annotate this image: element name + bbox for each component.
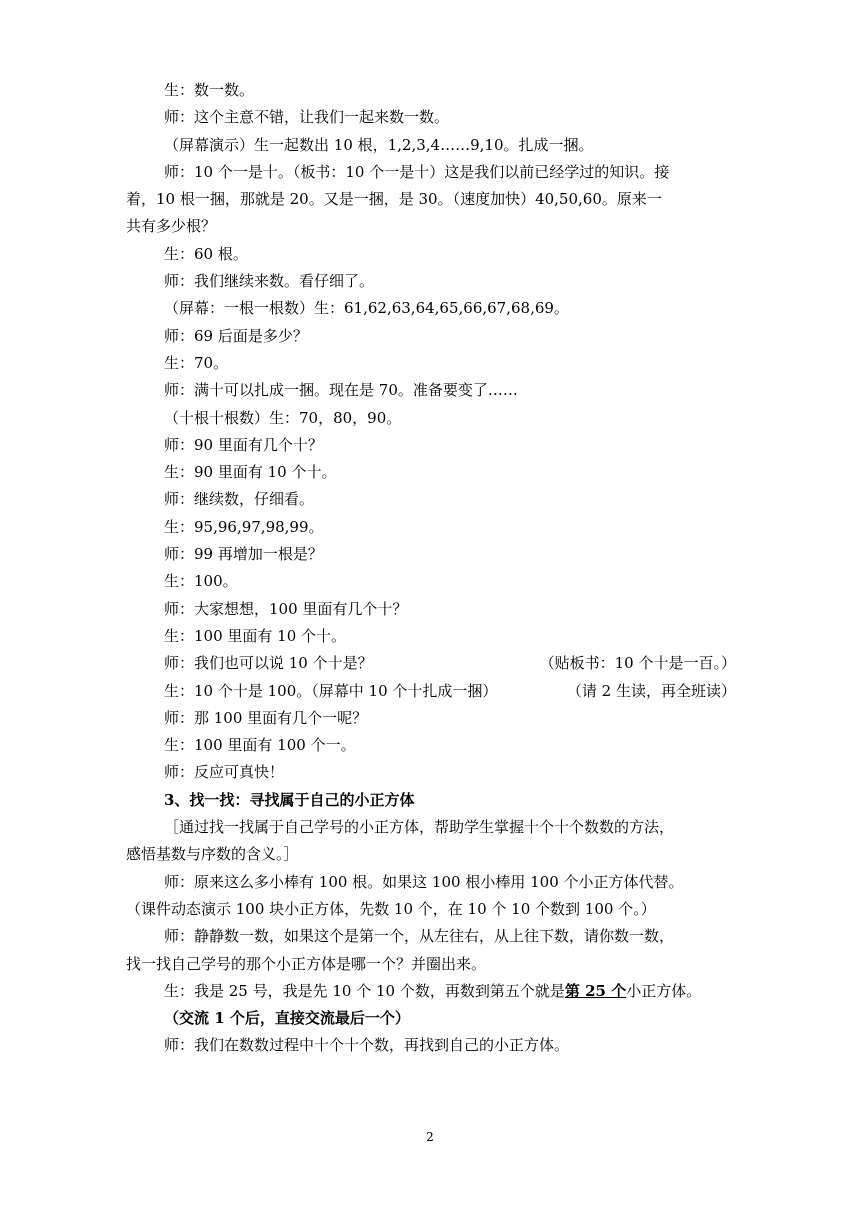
text-line: 共有多少根？ [126,217,217,236]
text-line: （屏幕：一根一根数）生：61,62,63,64,65,66,67,68,69。 [164,299,569,318]
text-line: 师：我们在数数过程中十个十个数，再找到自己的小正方体。 [164,1036,570,1055]
page-number: 2 [426,1130,434,1144]
text-line: 师：10 个一是十。（板书：10 个一是十）这是我们以前已经学过的知识。接 [164,162,670,181]
document-body [126,77,734,1060]
text-line-left: 生：10 个十是 100。（屏幕中 10 个十扎成一捆） [164,681,498,700]
text-line: 师：这个主意不错，让我们一起来数一数。 [164,108,450,127]
text-line: 师：满十可以扎成一捆。现在是 70。准备要变了…… [164,381,518,400]
emphasized-text: 第 25 个 [564,981,627,1000]
reading-note: （请 2 生读，再全班读） [566,681,736,700]
text-line: 着，10 根一捆，那就是 20。又是一捆，是 30。（速度加快）40,50,60。原来一 [126,190,662,209]
board-note: （贴板书：10 个十是一百。） [539,654,736,673]
text-segment: 生：我是 25 号，我是先 10 个 10 个数，再数到第五个就是 [164,981,565,1000]
text-line: 师：反应可真快！ [164,763,285,782]
text-line: 找一找自己学号的那个小正方体是哪一个？并圈出来。 [126,954,487,973]
text-line-with-note [126,678,736,705]
text-line: 生：100 里面有 100 个一。 [164,736,356,755]
section-heading: 3、找一找：寻找属于自己的小正方体 [164,790,415,809]
text-line: 感悟基数与序数的含义。］ [126,845,299,864]
text-line: 师：大家想想，100 里面有几个十？ [164,599,408,618]
text-line: 师：继续数，仔细看。 [164,490,315,509]
text-line: 师：那 100 里面有几个一呢？ [164,708,368,727]
text-line: 师：90 里面有几个十？ [164,435,323,454]
text-line: 师：静静数一数，如果这个是第一个，从左往右，从上往下数，请你数一数， [164,927,675,946]
text-line: （十根十根数）生：70，80，90。 [164,408,402,427]
text-line: 师：我们继续来数。看仔细了。 [164,272,375,291]
text-line: 生：60 根。 [164,244,248,263]
text-line: （屏幕演示）生一起数出 10 根，1,2,3,4……9,10。扎成一捆。 [164,135,594,154]
text-line [126,978,734,1005]
text-line: 生：100 里面有 10 个十。 [164,626,347,645]
text-line: 师：69 后面是多少？ [164,326,308,345]
text-line: 生：100。 [164,572,238,591]
text-line-with-note [126,650,736,677]
text-line: 生：90 里面有 10 个十。 [164,463,337,482]
bold-note: （交流 1 个后，直接交流最后一个） [164,1009,410,1028]
text-line: 师：99 再增加一根是？ [164,545,323,564]
text-line: 生：70。 [164,353,229,372]
text-line: （课件动态演示 100 块小正方体，先数 10 个，在 10 个 10 个数到 100 个。） [126,899,656,918]
text-line-left: 师：我们也可以说 10 个十是？ [164,654,373,673]
text-segment: 小正方体。 [626,981,702,1000]
text-line: 生：数一数。 [164,81,255,99]
text-line: 师：原来这么多小棒有 100 根。如果这 100 根小棒用 100 个小正方体代替。 [164,872,684,891]
text-line: 生：95,96,97,98,99。 [164,517,324,536]
text-line: ［通过找一找属于自己学号的小正方体，帮助学生掌握十个十个数数的方法， [164,818,675,837]
